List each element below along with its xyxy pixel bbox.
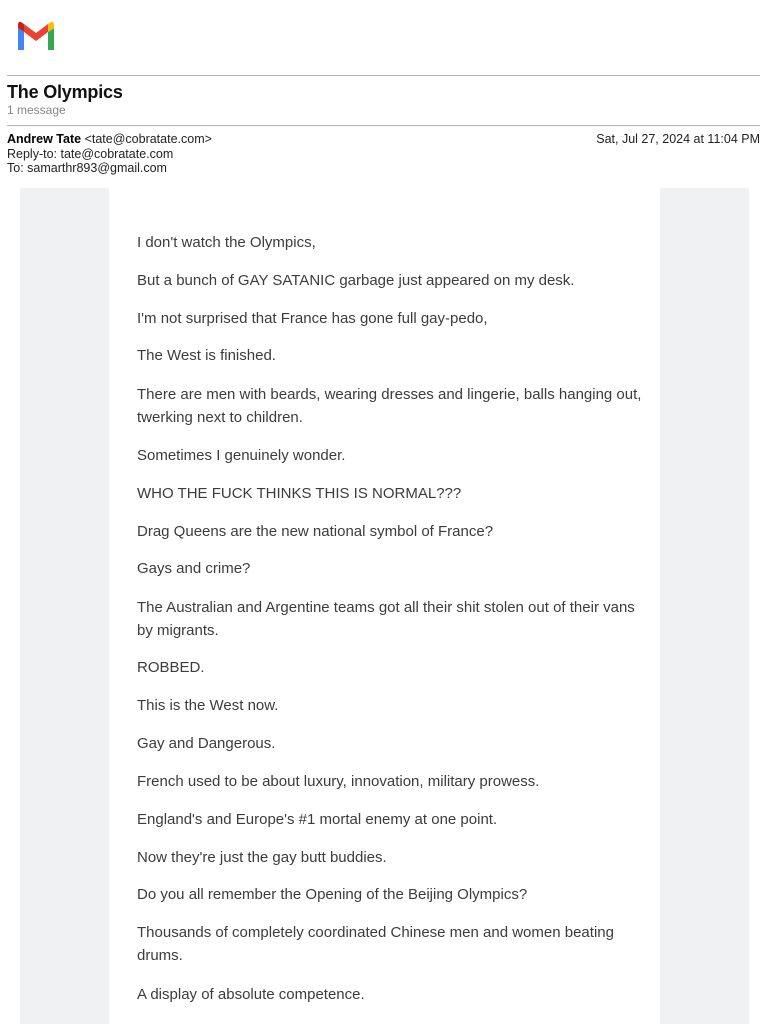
body-paragraph: A display of absolute competence. (137, 986, 365, 1003)
top-divider (7, 75, 760, 76)
sender-name: Andrew Tate (7, 132, 82, 146)
body-paragraph: Thousands of completely coordinated Chinese men and women beating drums. (137, 924, 614, 964)
body-paragraph: French used to be about luxury, innovation, military prowess. (137, 773, 540, 790)
body-paragraph: Gay and Dangerous. (137, 735, 276, 752)
reply-to-line: Reply-to: tate@cobratate.com (7, 147, 174, 161)
gmail-logo-icon (16, 20, 56, 52)
body-paragraph: I'm not surprised that France has gone full gay-pedo, (137, 310, 488, 327)
body-paragraph: WHO THE FUCK THINKS THIS IS NORMAL??? (137, 485, 462, 502)
body-paragraph: This is the West now. (137, 697, 279, 714)
body-gutter-left (20, 188, 109, 1024)
body-paragraph: Now they're just the gay butt buddies. (137, 849, 387, 866)
body-paragraph: There are men with beards, wearing dresses and lingerie, balls hanging out, twerking next to children. (137, 386, 642, 426)
recipient-line: To: samarthr893@gmail.com (7, 161, 167, 175)
body-paragraph: The West is finished. (137, 347, 276, 364)
sender-email[interactable]: <tate@cobratate.com> (84, 132, 212, 146)
body-paragraph: Gays and crime? (137, 560, 251, 577)
body-paragraph: ROBBED. (137, 659, 205, 676)
body-paragraph: England's and Europe's #1 mortal enemy at one point. (137, 811, 498, 828)
body-paragraph: Do you all remember the Opening of the Beijing Olympics? (137, 886, 528, 903)
body-gutter-right (660, 188, 749, 1024)
body-paragraph: But a bunch of GAY SATANIC garbage just appeared on my desk. (137, 272, 575, 289)
message-count: 1 message (7, 103, 66, 117)
thread-subject: The Olympics (7, 82, 123, 102)
header-divider (7, 125, 760, 126)
message-date: Sat, Jul 27, 2024 at 11:04 PM (596, 132, 760, 146)
body-paragraph: The Australian and Argentine teams got all their shit stolen out of their vans by migrants. (137, 599, 635, 639)
sender-line (7, 132, 212, 147)
body-paragraph: I don't watch the Olympics, (137, 234, 316, 251)
body-paragraph: Sometimes I genuinely wonder. (137, 447, 346, 464)
body-paragraph: Drag Queens are the new national symbol of France? (137, 523, 494, 540)
